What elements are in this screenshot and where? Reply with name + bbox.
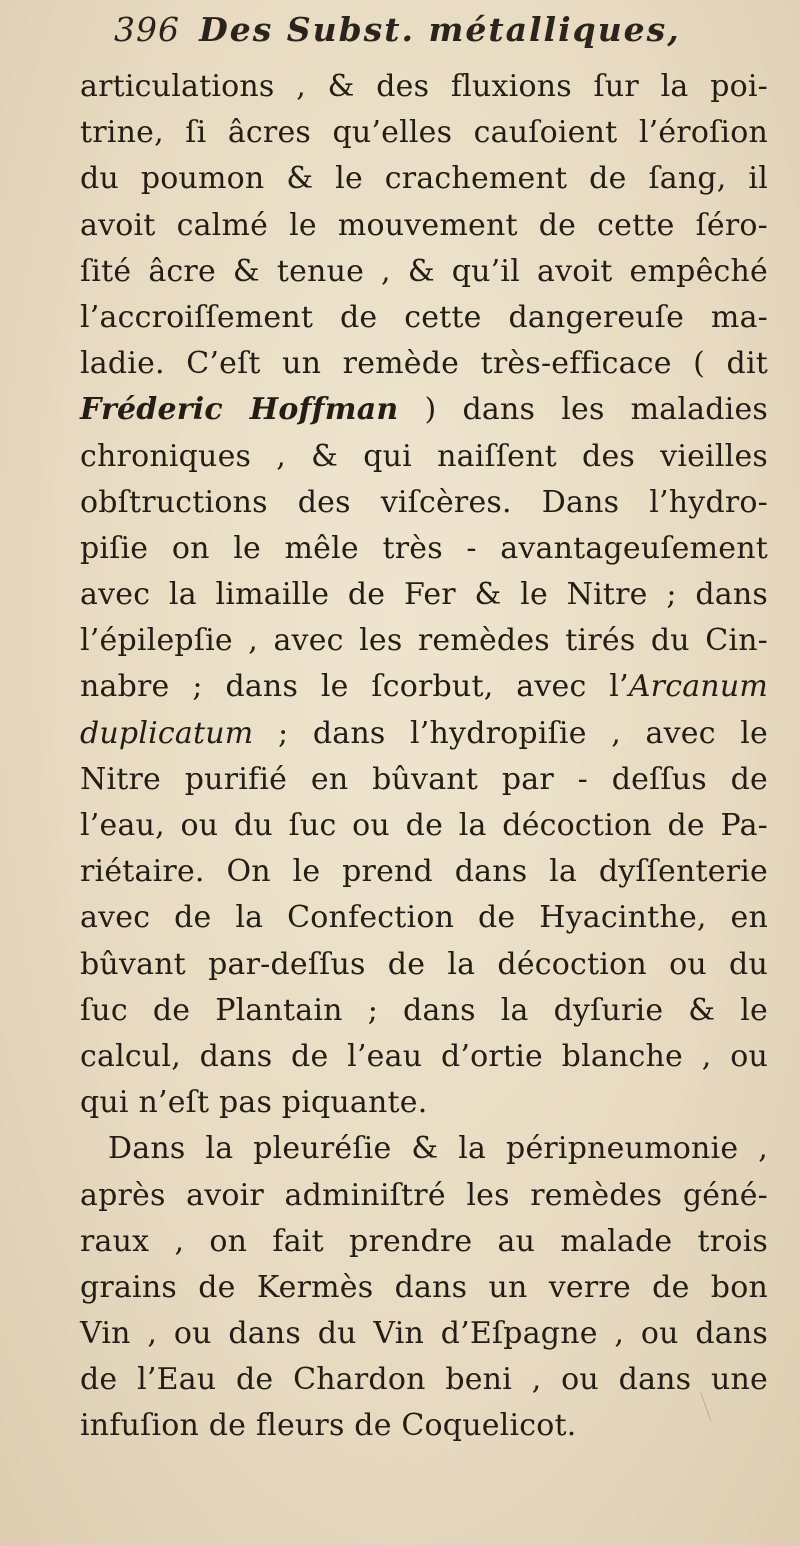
text-line: qui n’eſt pas piquante.	[80, 1085, 428, 1121]
running-title: Des Subst. métalliques,	[199, 10, 681, 49]
text-line: Fréderic Hoffman ) dans les maladies	[80, 392, 768, 428]
text-line: piſie on le mêle très - avantageuſement	[80, 530, 768, 566]
text-line: calcul, dans de l’eau d’ortie blanche , ou	[80, 1038, 768, 1074]
body-text	[80, 64, 768, 1450]
text-line: l’épilepſie , avec les remèdes tirés du Cin-	[80, 623, 768, 659]
text-line: ladie. C’eſt un remède très-efficace ( dit	[80, 346, 768, 382]
text-line: du poumon & le crachement de ſang, il	[80, 161, 768, 197]
text-line: ſité âcre & tenue , & qu’il avoit empêché	[80, 253, 768, 289]
text-line: avec la limaille de Fer & le Nitre ; dans	[80, 577, 768, 613]
text-line: nabre ; dans le ſcorbut, avec l’Arcanum	[80, 669, 768, 705]
text-line: duplicatum ; dans l’hydropiſie , avec le	[80, 715, 768, 751]
text-line: Vin , ou dans du Vin d’Eſpagne , ou dans	[80, 1316, 768, 1352]
text-line: obſtructions des viſcères. Dans l’hydro-	[80, 484, 768, 520]
text-line: après avoir adminiſtré les remèdes géné-	[80, 1177, 768, 1213]
text-line: articulations , & des fluxions ſur la poi-	[80, 69, 768, 104]
text-line: trine, ſi âcres qu’elles cauſoient l’éroſion	[80, 115, 768, 151]
text-line: riétaire. On le prend dans la dyſſenterie	[80, 854, 768, 890]
text-line: ſuc de Plantain ; dans la dyſurie & le	[80, 992, 768, 1028]
page-number: 396	[114, 10, 180, 49]
italic-term: Fréderic Hoffman	[80, 392, 399, 428]
text-line: bûvant par-deſſus de la décoction ou du	[80, 946, 768, 982]
page-header	[114, 10, 754, 66]
text-line: grains de Kermès dans un verre de bon	[80, 1269, 768, 1305]
text-line: l’eau, ou du ſuc ou de la décoction de Pa-	[80, 808, 768, 843]
text-line: Nitre purifié en bûvant par - deſſus de	[80, 761, 768, 797]
text-line: raux , on fait prendre au malade trois	[80, 1223, 768, 1259]
text-line: chroniques , & qui naiſſent des vieilles	[80, 438, 768, 474]
text-line: Dans la pleuréſie & la péripneumonie ,	[108, 1131, 768, 1167]
italic-term: duplicatum	[80, 715, 254, 751]
text-line: de l’Eau de Chardon beni , ou dans une	[80, 1362, 768, 1398]
text-line: l’accroiſſement de cette dangereuſe ma-	[80, 299, 768, 335]
text-line: infuſion de fleurs de Coquelicot.	[80, 1408, 577, 1444]
text-line: avec de la Confection de Hyacinthe, en	[80, 900, 768, 936]
italic-term: Arcanum	[628, 669, 768, 705]
text-line: avoit calmé le mouvement de cette ſéro-	[80, 207, 768, 243]
